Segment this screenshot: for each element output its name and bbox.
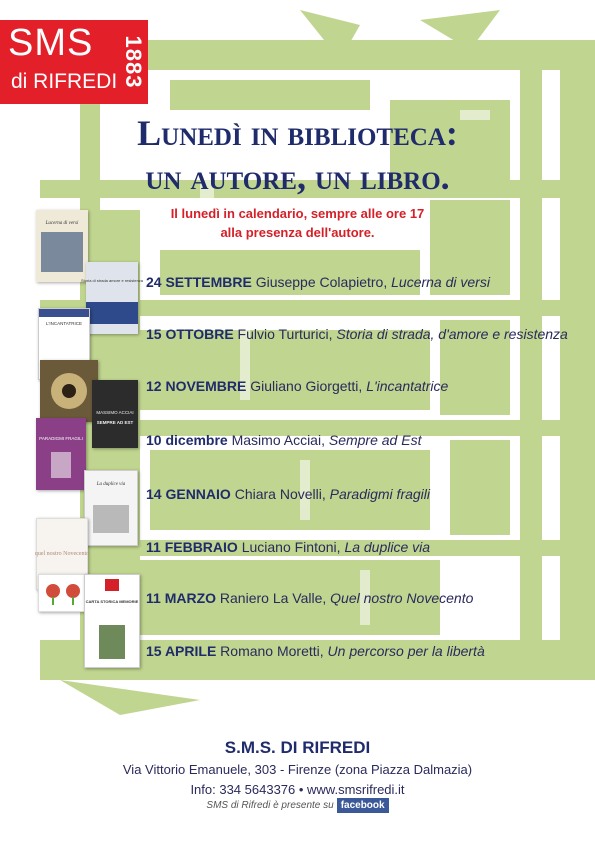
book-cover-c2: Storia di strada amore e resistenza	[80, 278, 144, 283]
event-title: Paradigmi fragili	[329, 486, 431, 502]
sms-logo	[0, 20, 150, 104]
event-author: Raniero La Valle,	[219, 590, 327, 606]
event-author: Romano Moretti,	[220, 643, 324, 659]
event-title: La duplice via	[344, 539, 431, 555]
book-cover-carta-storica	[84, 574, 140, 668]
logo-sms-text: SMS	[8, 22, 94, 64]
book-cover-trees	[38, 574, 88, 612]
event-item	[146, 378, 448, 394]
event-title: Storia di strada, d'amore e resistenza	[336, 326, 568, 342]
event-item	[146, 539, 430, 555]
book-cover-art	[85, 471, 137, 545]
subtitle-line-1: Il lunedì in calendario, sempre alle ore 17	[170, 206, 425, 221]
book-cover-duplice-via	[84, 470, 138, 546]
subtitle-line-2: alla presenza dell'autore.	[220, 225, 375, 240]
book-cover-lucerna	[36, 210, 88, 282]
social-text: SMS di Rifredi è presente su	[206, 800, 334, 812]
book-cover-c3: L'INCANTATRICE	[46, 321, 82, 326]
event-author: Chiara Novelli,	[234, 486, 326, 502]
event-date: 15 OTTOBRE	[146, 326, 234, 342]
event-date: 11 MARZO	[146, 590, 217, 606]
event-author: Masimo Acciai,	[231, 432, 325, 448]
footer-address: Via Vittorio Emanuele, 303 - Firenze (zona Piazza Dalmazia)	[122, 762, 473, 777]
event-date: 11 FEBBRAIO	[146, 539, 238, 555]
footer-social	[0, 798, 595, 813]
event-date: 15 APRILE	[146, 643, 217, 659]
event-author: Giuliano Giorgetti,	[250, 378, 363, 394]
book-cover-art	[85, 575, 139, 667]
event-item	[146, 486, 430, 502]
footer-organization: S.M.S. DI RIFREDI	[224, 738, 371, 757]
book-cover-c9: CARTA STORICA MEMORIE	[85, 599, 139, 604]
logo-year-strip	[118, 20, 148, 104]
event-author: Giuseppe Colapietro,	[255, 274, 388, 290]
event-item	[146, 326, 568, 342]
event-item	[146, 274, 490, 290]
book-cover-sempre-ad-est	[92, 380, 138, 448]
book-cover-c5: SEMPRE AD EST	[96, 420, 134, 425]
event-date: 10 dicembre	[146, 432, 228, 448]
book-cover-art	[40, 360, 98, 422]
book-cover-art	[36, 418, 86, 490]
event-date: 12 NOVEMBRE	[146, 378, 247, 394]
event-title: Sempre ad Est	[328, 432, 422, 448]
logo-box	[0, 20, 118, 104]
event-date: 24 SETTEMBRE	[146, 274, 252, 290]
event-date: 14 GENNAIO	[146, 486, 231, 502]
event-title: Lucerna di versi	[391, 274, 490, 290]
book-cover-c7: La duplice via	[96, 482, 126, 487]
event-title: Quel nostro Novecento	[330, 590, 474, 606]
book-cover-acciai-photo	[40, 360, 98, 422]
event-author: Fulvio Turturici,	[237, 326, 333, 342]
book-cover-art	[80, 262, 144, 334]
logo-subtitle: di RIFREDI	[11, 70, 118, 93]
book-cover-c6: PARADIGMI FRAGILI	[39, 436, 83, 441]
book-cover-c1: Lucerna di versi	[45, 221, 79, 226]
book-cover-art	[92, 380, 138, 448]
logo-year: 1883	[121, 35, 146, 89]
book-cover-paradigmi	[36, 418, 86, 490]
book-cover-art	[36, 210, 88, 282]
book-cover-storia	[80, 262, 144, 334]
book-cover-c8: quel nostro Novecento	[34, 551, 90, 557]
event-item	[146, 432, 421, 448]
event-author: Luciano Fintoni,	[241, 539, 341, 555]
event-item	[146, 643, 485, 659]
event-title: Un percorso per la libertà	[327, 643, 485, 659]
event-title: L'incantatrice	[366, 378, 449, 394]
book-cover-c4: MASSIMO ACCIAI	[96, 410, 134, 415]
title-line-2: un autore, un libro.	[145, 157, 450, 197]
footer-info[interactable]: Info: 334 5643376 • www.smsrifredi.it	[190, 782, 405, 797]
event-item	[146, 590, 473, 606]
facebook-badge[interactable]: facebook	[337, 798, 389, 813]
book-cover-art	[39, 575, 87, 611]
title-line-1: Lunedì in biblioteca:	[137, 113, 458, 153]
